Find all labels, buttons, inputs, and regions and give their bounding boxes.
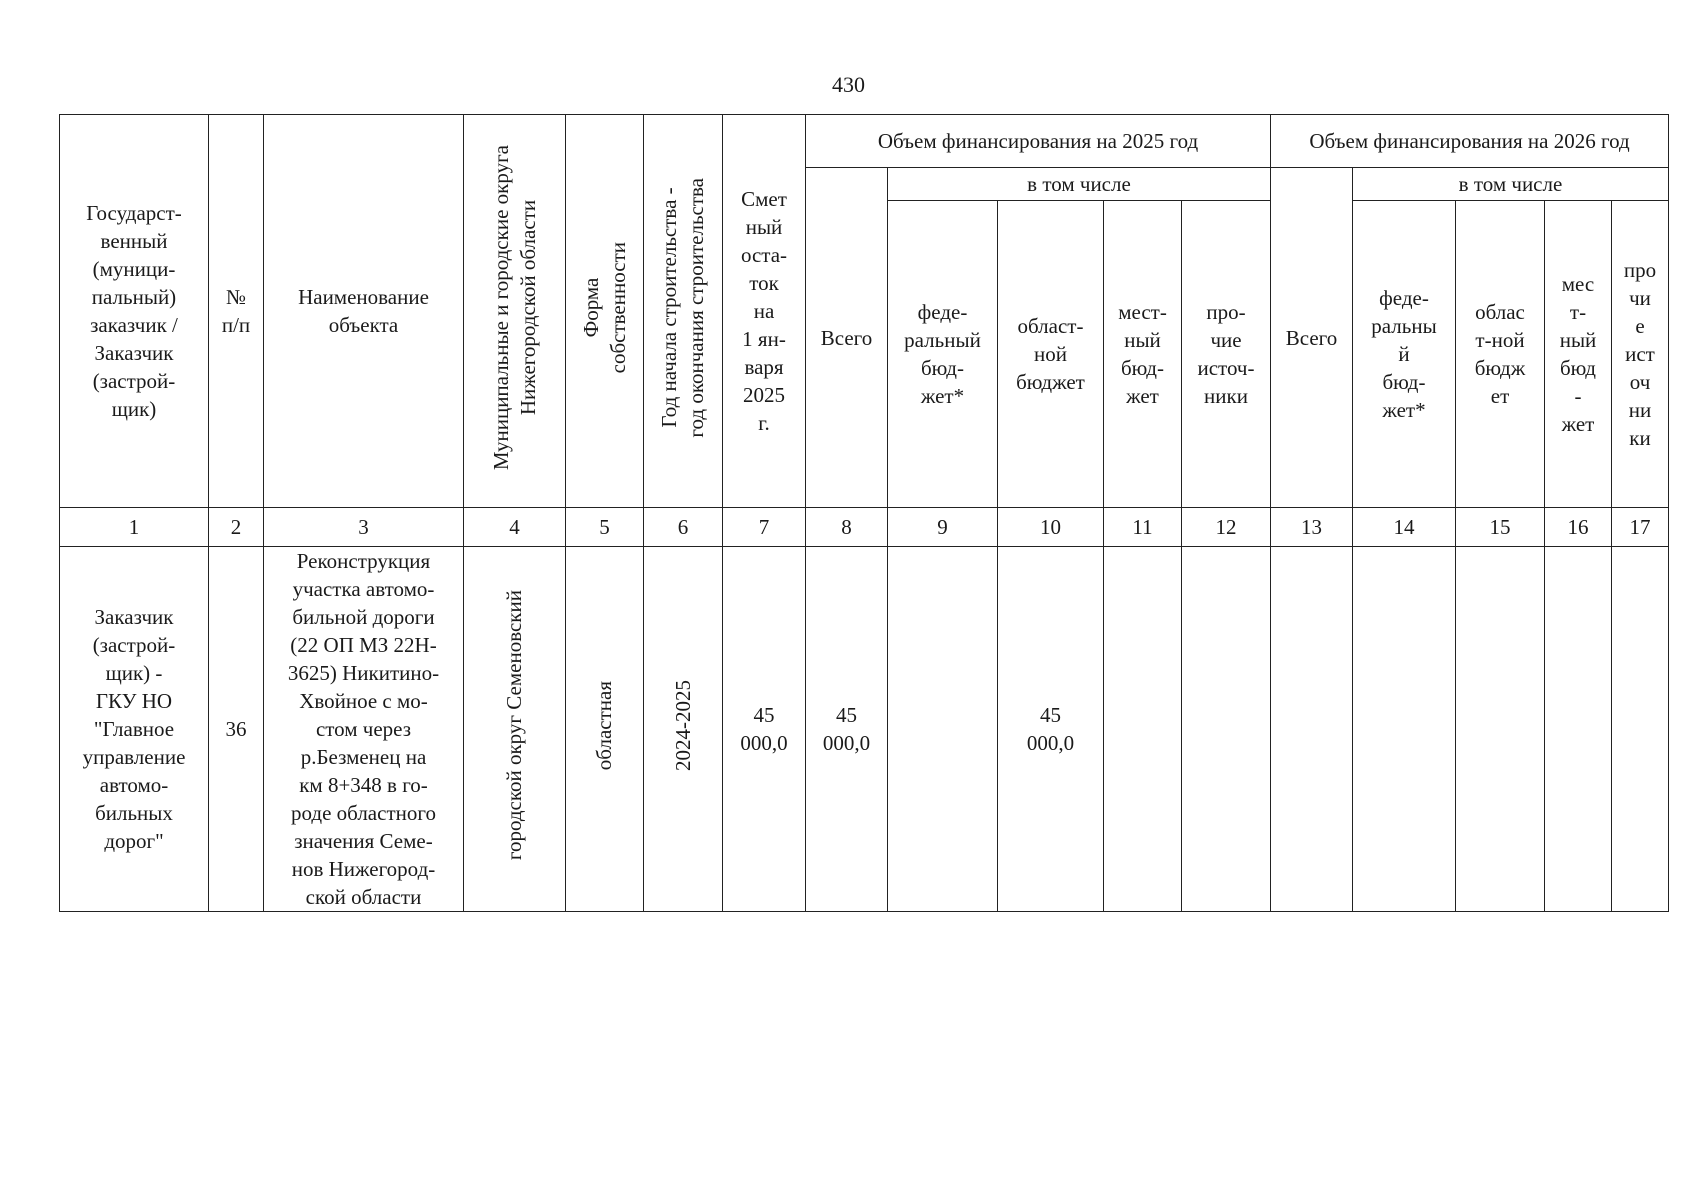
column-number: 14	[1353, 508, 1456, 547]
cell-balance: 45 000,0	[723, 547, 806, 912]
header-reg-2025: област- ной бюджет	[998, 201, 1104, 508]
header-oth-2026: про чи е ист оч ни ки	[1612, 201, 1669, 508]
header-group-2026: Объем финансирования на 2026 год	[1271, 115, 1669, 168]
column-number: 12	[1182, 508, 1271, 547]
table-row	[60, 547, 1669, 912]
cell-customer: Заказчик (застрой- щик) - ГКУ НО "Главное управление автомо- бильных дорог"	[60, 547, 209, 912]
cell-oth-2025	[1182, 547, 1271, 912]
header-ownership: Форма собственности	[566, 115, 644, 508]
cell-fed-2026	[1353, 547, 1456, 912]
column-number: 6	[644, 508, 723, 547]
cell-total-2026	[1271, 547, 1353, 912]
column-number: 8	[806, 508, 888, 547]
cell-reg-2026	[1456, 547, 1545, 912]
header-loc-2025: мест- ный бюд- жет	[1104, 201, 1182, 508]
cell-object-name: Реконструкция участка автомо- бильной дороги (22 ОП МЗ 22Н- 3625) Никитино- Хвойное с мо- стом через р.Безменец на км 8+348 в го- роде областного значения Семе- нов Нижегород- ской области	[264, 547, 464, 912]
header-total-2026: Всего	[1271, 168, 1353, 508]
header-reg-2026: облас т-ной бюдж ет	[1456, 201, 1545, 508]
column-number: 11	[1104, 508, 1182, 547]
header-object-name: Наименование объекта	[264, 115, 464, 508]
header-total-2025: Всего	[806, 168, 888, 508]
header-fed-2025: феде- ральный бюд- жет*	[888, 201, 998, 508]
column-numbers-row	[60, 508, 1669, 547]
cell-reg-2025: 45 000,0	[998, 547, 1104, 912]
header-fed-2026: феде- ральны й бюд- жет*	[1353, 201, 1456, 508]
column-number: 15	[1456, 508, 1545, 547]
page-number: 430	[832, 72, 865, 97]
column-number: 2	[209, 508, 264, 547]
header-incl-2026: в том числе	[1353, 168, 1669, 201]
cell-loc-2026	[1545, 547, 1612, 912]
cell-municipality: городской округ Семеновский	[464, 547, 566, 912]
cell-years: 2024-2025	[644, 547, 723, 912]
header-balance: Смет ный оста- ток на 1 ян- варя 2025 г.	[723, 115, 806, 508]
header-municipality: Муниципальные и городские округа Нижегородской области	[464, 115, 566, 508]
column-number: 5	[566, 508, 644, 547]
column-number: 17	[1612, 508, 1669, 547]
column-number: 10	[998, 508, 1104, 547]
cell-fed-2025	[888, 547, 998, 912]
header-num: № п/п	[209, 115, 264, 508]
column-number: 1	[60, 508, 209, 547]
column-number: 3	[264, 508, 464, 547]
header-customer: Государст- венный (муници- пальный) заказчик / Заказчик (застрой- щик)	[60, 115, 209, 508]
column-number: 13	[1271, 508, 1353, 547]
header-incl-2025: в том числе	[888, 168, 1271, 201]
cell-num: 36	[209, 547, 264, 912]
column-number: 16	[1545, 508, 1612, 547]
cell-loc-2025	[1104, 547, 1182, 912]
financing-table	[59, 114, 1669, 912]
cell-ownership: областная	[566, 547, 644, 912]
header-group-2025: Объем финансирования на 2025 год	[806, 115, 1271, 168]
column-number: 9	[888, 508, 998, 547]
cell-total-2025: 45 000,0	[806, 547, 888, 912]
column-number: 4	[464, 508, 566, 547]
header-oth-2025: про- чие источ- ники	[1182, 201, 1271, 508]
column-number: 7	[723, 508, 806, 547]
header-loc-2026: мес т- ный бюд - жет	[1545, 201, 1612, 508]
header-row-groups	[60, 115, 1669, 168]
cell-oth-2026	[1612, 547, 1669, 912]
header-years: Год начала строительства - год окончания строительства	[644, 115, 723, 508]
